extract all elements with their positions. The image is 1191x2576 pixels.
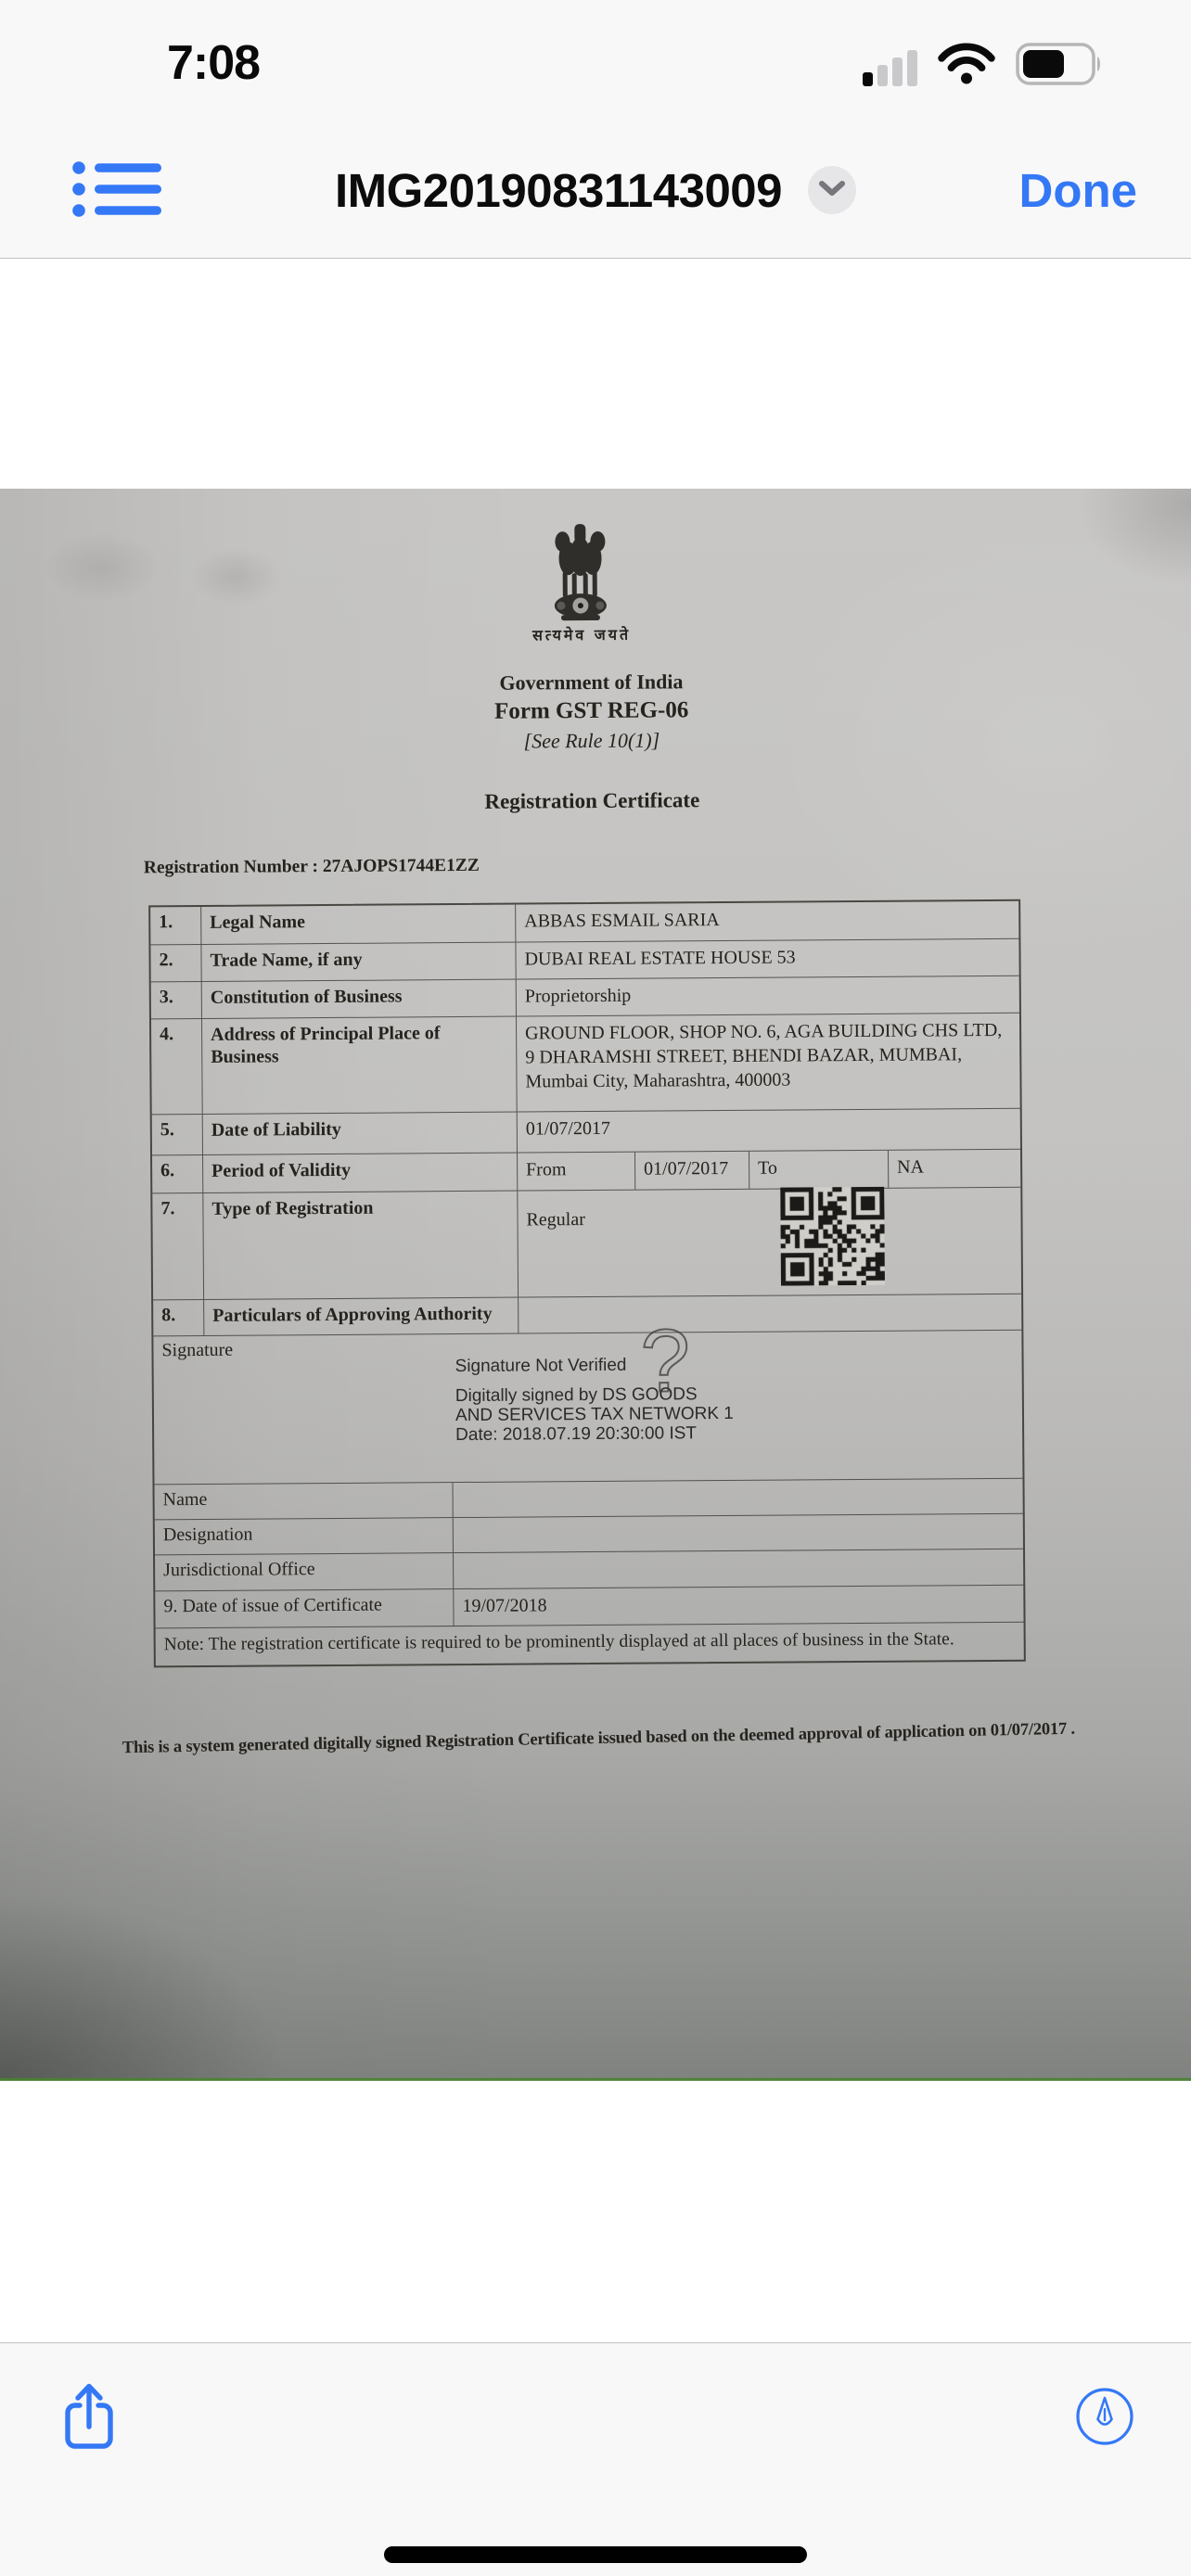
share-button[interactable] bbox=[59, 2380, 119, 2455]
registration-number-label: Registration Number : bbox=[143, 857, 319, 878]
table-row: 5. Date of Liability 01/07/2017 bbox=[152, 1108, 1020, 1155]
registration-number-value: 27AJOPS1744E1ZZ bbox=[322, 855, 480, 877]
system-generated-footnote: This is a system generated digitally signed Registration Certificate issued based on the deemed approval of application on 01/07/2017 . bbox=[122, 1719, 1076, 1758]
registration-number-line bbox=[144, 856, 480, 879]
share-icon bbox=[60, 2442, 118, 2455]
certificate-table bbox=[148, 899, 1026, 1668]
chevron-down-icon bbox=[819, 180, 845, 201]
done-button[interactable]: Done bbox=[1019, 122, 1138, 258]
table-row: Name bbox=[154, 1478, 1022, 1520]
header-certificate-title: Registration Certificate bbox=[484, 788, 700, 813]
note-row: Note: The registration certificate is required to be prominently displayed at all places of business in the State. bbox=[156, 1622, 1024, 1666]
table-row: Designation bbox=[155, 1513, 1023, 1555]
header-government-of-india: Government of India bbox=[499, 670, 684, 695]
header-rule-ref: [See Rule 10(1)] bbox=[523, 728, 660, 753]
emblem-motto: सत्यमेव जयते bbox=[532, 625, 632, 644]
header-form-gst-reg: Form GST REG-06 bbox=[493, 697, 689, 724]
bottom-toolbar bbox=[0, 2342, 1191, 2576]
digital-signature-stamp: Signature Not Verified Digitally signed by DS GOODS AND SERVICES TAX NETWORK 1 Date: 2018.07.19 20:30:00 IST ? bbox=[455, 1311, 734, 1446]
status-time: 7:08 bbox=[166, 36, 261, 90]
wifi-icon bbox=[938, 43, 995, 90]
nav-bar bbox=[0, 122, 1191, 259]
markup-button[interactable] bbox=[1074, 2386, 1135, 2447]
document-title-menu[interactable] bbox=[0, 122, 1191, 258]
table-row: 7. Type of Registration Regular bbox=[152, 1187, 1021, 1300]
status-bar bbox=[0, 0, 1191, 122]
qr-code bbox=[780, 1187, 885, 1286]
home-indicator[interactable] bbox=[384, 2546, 807, 2563]
table-row: 3. Constitution of Business Proprietorship bbox=[151, 976, 1019, 1019]
page-title: IMG20190831143009 bbox=[334, 163, 783, 217]
table-row: 1. Legal Name ABBAS ESMAIL SARIA bbox=[150, 901, 1018, 945]
signature-label: Signature bbox=[161, 1339, 234, 1361]
scanned-document-photo[interactable] bbox=[0, 489, 1191, 2081]
table-row: 2. Trade Name, if any DUBAI REAL ESTATE HOUSE 53 bbox=[150, 938, 1018, 982]
table-row: 9. Date of issue of Certificate 19/07/2018 bbox=[155, 1585, 1023, 1628]
title-chevron-button[interactable] bbox=[808, 166, 856, 214]
status-icons bbox=[863, 43, 1104, 90]
cellular-signal-icon bbox=[863, 47, 917, 86]
battery-icon bbox=[1016, 43, 1104, 90]
table-row: Jurisdictional Office bbox=[155, 1549, 1023, 1591]
markup-pen-icon bbox=[1074, 2436, 1135, 2450]
question-mark-glyph: ? bbox=[640, 1311, 691, 1411]
table-row: 6. Period of Validity From 01/07/2017 To NA bbox=[152, 1149, 1020, 1193]
table-row: 4. Address of Principal Place of Business GROUND FLOOR, SHOP NO. 6, AGA BUILDING CHS LTD, 9 DHARAMSHI STREET, BHENDI BAZAR, MUMBAI, Mumbai City, Maharashtra, 400003 bbox=[151, 1013, 1020, 1115]
certificate-paper bbox=[0, 489, 1191, 2081]
ashoka-emblem bbox=[549, 523, 611, 621]
table-row: 8. Particulars of Approving Authority bbox=[153, 1294, 1021, 1336]
